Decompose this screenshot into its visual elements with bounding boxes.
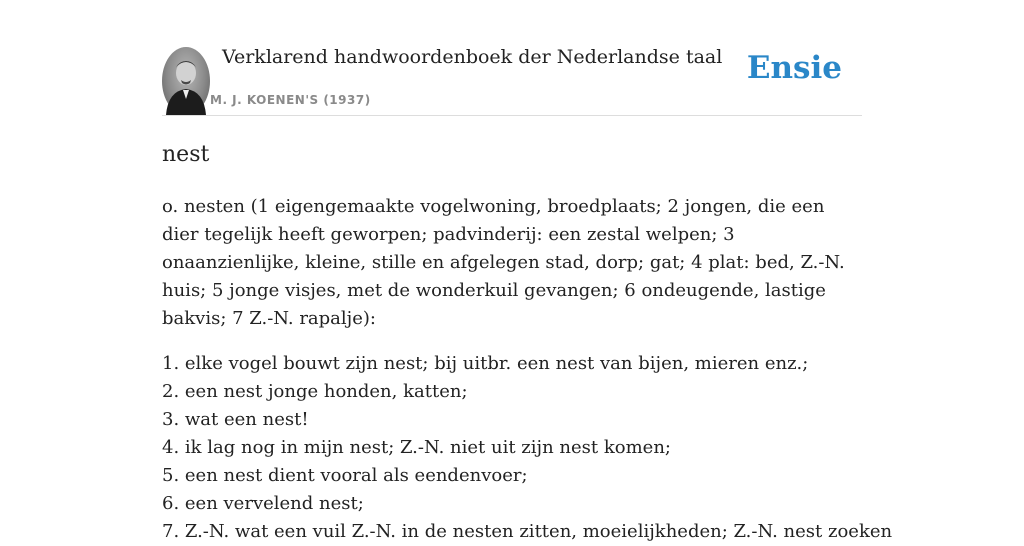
dictionary-entry	[162, 142, 893, 546]
author-portrait-image	[162, 47, 210, 115]
definition: o. nesten (1 eigengemaakte vogelwoning, broedplaats; 2 jongen, die een dier tegelijk heeft geworpen; padvinderij: een zestal welpen; 3 onaanzienlijke, kleine, stille en afgelegen stad, dorp; gat; 4 plat: bed, Z.-N. huis; 5 jonge visjes, met de wonderkuil gevangen; 6 ondeugende, lastige bakvis; 7 Z.-N. rapalje):	[162, 196, 845, 329]
example-item: 5. een nest dient vooral als eendenvoer;	[162, 465, 528, 486]
dictionary-header	[162, 0, 862, 116]
example-item: 4. ik lag nog in mijn nest; Z.-N. niet uit zijn nest komen;	[162, 437, 671, 458]
example-item: 1. elke vogel bouwt zijn nest; bij uitbr. een nest van bijen, mieren enz.;	[162, 353, 809, 374]
example-item: 6. een vervelend nest;	[162, 493, 364, 514]
example-item: 3. wat een nest!	[162, 409, 309, 430]
ensie-logo-link[interactable]: Ensie	[746, 50, 842, 86]
page	[162, 0, 893, 546]
example-item: 2. een nest jonge honden, katten;	[162, 381, 468, 402]
author-portrait	[162, 47, 210, 115]
example-list	[162, 350, 893, 546]
example-item: 7. Z.-N. wat een vuil Z.-N. in de nesten zitten, moeielijkheden; Z.-N. nest zoeken	[162, 521, 893, 542]
dictionary-author: M. J. KOENEN'S (1937)	[210, 93, 371, 107]
headword: nest	[162, 142, 210, 167]
dictionary-title: Verklarend handwoordenboek der Nederlandse taal	[222, 46, 723, 68]
